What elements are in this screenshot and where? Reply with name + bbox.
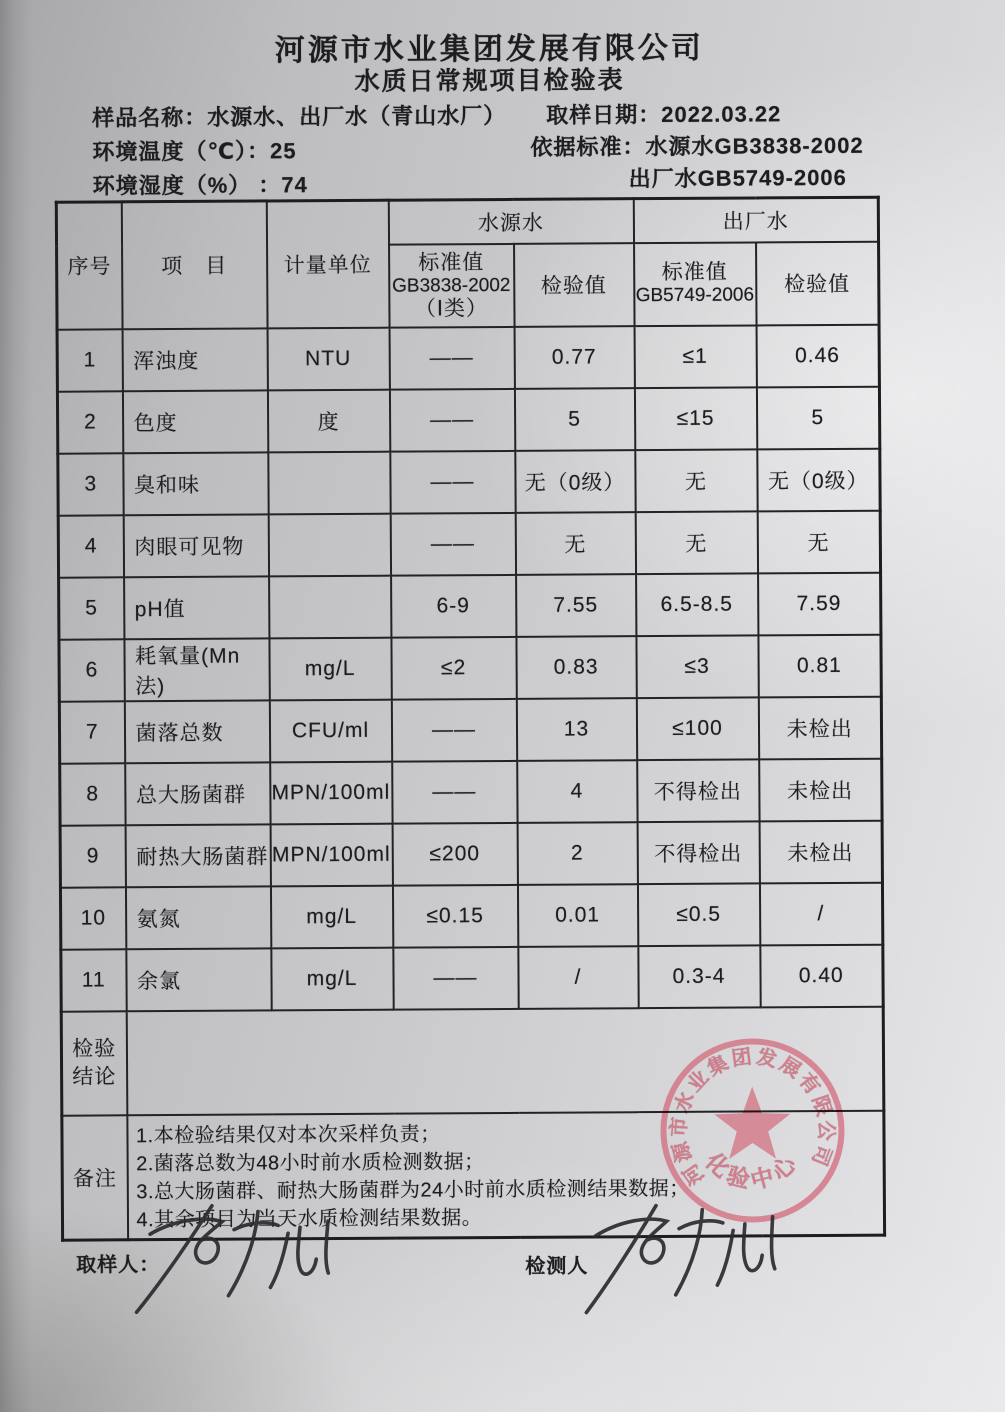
source-standard-line1: 标准值	[418, 250, 485, 275]
row-no: 11	[61, 949, 126, 1011]
row-finished-value: 0.40	[760, 944, 883, 1007]
row-source-value: 2	[517, 822, 637, 885]
row-unit	[269, 575, 391, 638]
row-item: 总大肠菌群	[125, 762, 270, 825]
row-item: 耗氧量(Mn法)	[124, 638, 269, 701]
col-header-item: 项 目	[121, 201, 267, 329]
source-standard-line2: GB3838-2002	[392, 274, 511, 297]
form-title: 水质日常规项目检验表	[354, 66, 625, 96]
row-no: 5	[59, 577, 124, 639]
row-finished-value: 7.59	[758, 572, 881, 635]
row-finished-standard: 不得检出	[637, 759, 759, 822]
row-item: 菌落总数	[124, 700, 269, 763]
seal-center-text: 化验中心	[700, 1147, 805, 1195]
col-header-no: 序号	[56, 202, 122, 329]
row-no: 10	[60, 887, 125, 949]
row-source-standard: ——	[389, 326, 514, 389]
table-row	[59, 572, 881, 639]
source-standard-line3: （Ⅰ类）	[414, 296, 489, 321]
row-finished-value: 0.81	[758, 634, 881, 697]
row-item: 耐热大肠菌群	[125, 824, 270, 887]
row-item: 氨氮	[125, 886, 270, 949]
table-row	[57, 386, 879, 453]
row-no: 6	[59, 639, 124, 701]
col-header-finished-standard	[634, 242, 757, 326]
env-humidity-line: 环境湿度（%） ：74	[92, 172, 308, 199]
row-unit: MPN/100ml	[270, 761, 392, 824]
row-source-standard: ——	[390, 450, 515, 513]
row-source-standard: 6-9	[391, 574, 516, 637]
sampler-label: 取样人：	[76, 1254, 161, 1277]
seal-ring-text: 河源市水业集团发展有限公司	[667, 1045, 837, 1189]
row-finished-value: 5	[756, 386, 879, 449]
remark-line-3: 3.总大肠菌群、耐热大肠菌群为24小时前水质检测结果数据；	[136, 1177, 690, 1203]
row-no: 7	[59, 701, 124, 763]
table-row	[60, 758, 882, 825]
row-finished-standard: 无	[635, 511, 757, 574]
row-finished-standard: 6.5-8.5	[636, 573, 758, 636]
row-finished-standard: 无	[635, 449, 757, 512]
row-item: 浑浊度	[122, 328, 267, 391]
row-no: 4	[58, 515, 123, 577]
row-item: 余氯	[126, 948, 271, 1011]
tester-label: 检测人	[525, 1255, 589, 1278]
row-source-value: 无	[515, 512, 635, 575]
conclusion-label-line1: 检验	[72, 1036, 117, 1061]
row-finished-standard: ≤3	[636, 635, 758, 698]
row-finished-standard: ≤0.5	[637, 883, 759, 946]
row-finished-value: 0.46	[756, 324, 879, 387]
row-finished-value: 未检出	[758, 696, 881, 759]
row-source-standard: ——	[390, 512, 515, 575]
table-row	[58, 510, 880, 577]
row-no: 9	[60, 825, 125, 887]
table-row	[58, 448, 880, 515]
col-header-unit: 计量单位	[266, 200, 389, 328]
row-no: 3	[58, 453, 123, 515]
table-row	[57, 324, 879, 391]
row-source-value: 5	[514, 388, 634, 451]
row-no: 2	[57, 391, 122, 453]
group-header-finished-water: 出厂水	[633, 197, 878, 242]
row-finished-standard: ≤100	[636, 697, 758, 760]
row-finished-value: 无（0级）	[757, 448, 880, 511]
group-header-source-water: 水源水	[388, 199, 633, 244]
row-source-value: 0.77	[514, 326, 634, 389]
seal-star	[714, 1086, 790, 1159]
row-source-value: 0.01	[517, 884, 637, 947]
row-item: 臭和味	[123, 452, 268, 515]
row-source-standard: ——	[391, 698, 516, 761]
table-row	[60, 882, 882, 949]
row-source-standard: ——	[393, 946, 518, 1009]
sampling-date-line: 取样日期：2022.03.22	[546, 101, 782, 128]
finished-standard-line2: GB5749-2006	[635, 284, 755, 307]
row-no: 8	[60, 763, 125, 825]
env-temperature-line: 环境温度（℃）：25	[92, 138, 297, 165]
remarks-label: 备注	[62, 1115, 128, 1240]
sampler-signature	[116, 1199, 337, 1320]
row-finished-value: 未检出	[759, 820, 882, 883]
conclusion-label	[61, 1011, 127, 1115]
col-header-finished-value: 检验值	[756, 241, 880, 325]
row-source-value: 7.55	[516, 574, 636, 637]
row-source-standard: ≤0.15	[392, 884, 517, 947]
table-row	[60, 820, 882, 887]
row-finished-standard: ≤15	[634, 387, 756, 450]
row-unit: mg/L	[269, 637, 391, 700]
table-row	[59, 634, 881, 701]
row-unit	[268, 451, 390, 514]
row-unit: mg/L	[271, 947, 393, 1010]
row-unit: 度	[267, 389, 389, 452]
row-source-standard: ≤2	[391, 636, 516, 699]
row-unit: MPN/100ml	[270, 823, 392, 886]
remark-line-1: 1.本检验结果仅对本次采样负责；	[135, 1122, 441, 1147]
row-finished-standard: ≤1	[634, 325, 756, 388]
row-finished-value: 无	[757, 510, 880, 573]
row-source-standard: ——	[389, 388, 514, 451]
row-unit: NTU	[267, 327, 389, 390]
row-source-standard: ≤200	[392, 822, 517, 885]
col-header-source-value: 检验值	[514, 243, 635, 327]
row-item: pH值	[124, 576, 269, 639]
row-finished-standard: 不得检出	[637, 821, 759, 884]
remark-line-4: 4.其余项目为当天水质检测结果数据。	[136, 1206, 483, 1231]
row-unit	[268, 513, 390, 576]
row-unit: mg/L	[270, 885, 392, 948]
sample-name-line: 样品名称：水源水、出厂水（青山水厂）	[92, 102, 507, 131]
tester-signature	[557, 1198, 788, 1319]
row-source-value: 13	[516, 698, 636, 761]
row-finished-value: /	[759, 882, 882, 945]
table-row	[59, 696, 881, 763]
finished-standard-line1: 标准值	[661, 260, 728, 285]
standard-finished-line: 出厂水GB5749-2006	[628, 164, 847, 192]
table-row	[61, 944, 883, 1011]
col-header-source-standard	[389, 243, 515, 327]
standard-source-line: 依据标准：水源水GB3838-2002	[530, 132, 864, 160]
row-source-standard: ——	[392, 760, 517, 823]
row-unit: CFU/ml	[269, 699, 391, 762]
remark-line-2: 2.菌落总数为48小时前水质检测数据；	[136, 1150, 485, 1175]
row-source-value: 0.83	[516, 636, 636, 699]
row-source-value: 无（0级）	[515, 450, 635, 513]
row-finished-standard: 0.3-4	[638, 945, 760, 1008]
conclusion-label-line2: 结论	[72, 1064, 117, 1089]
company-title: 河源市水业集团发展有限公司	[274, 31, 704, 68]
row-finished-value: 未检出	[759, 758, 882, 821]
row-source-value: /	[518, 946, 638, 1009]
row-item: 肉眼可见物	[123, 514, 268, 577]
row-item: 色度	[122, 390, 267, 453]
row-no: 1	[57, 329, 122, 391]
row-source-value: 4	[517, 760, 637, 823]
